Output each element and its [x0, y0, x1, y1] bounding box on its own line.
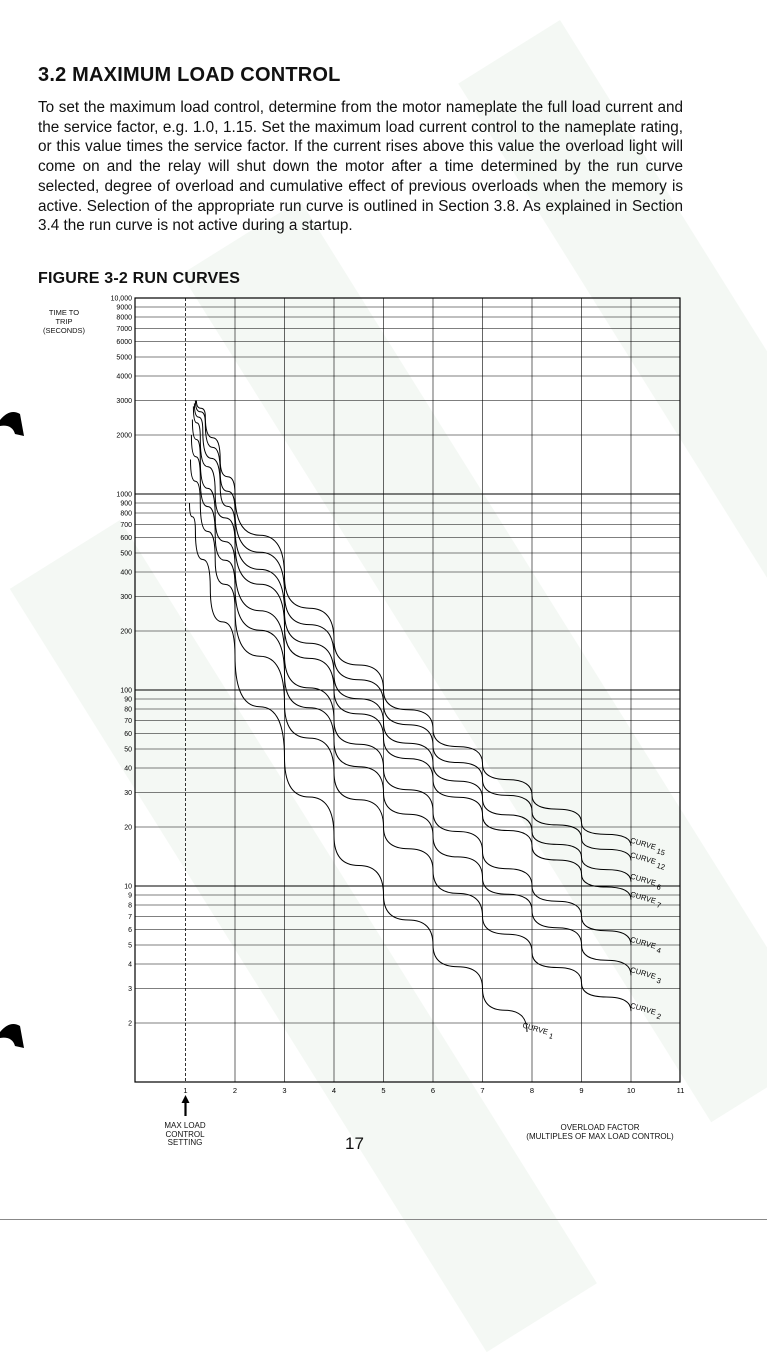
y-tick-label: 10 — [124, 883, 132, 891]
y-tick-label: 40 — [124, 765, 132, 773]
y-tick-label: 6 — [128, 926, 132, 934]
x-tick-label: 2 — [232, 1086, 238, 1095]
y-tick-label: 100 — [120, 687, 132, 695]
curve-label-number: 4 — [655, 945, 663, 956]
y-tick-label: 30 — [124, 789, 132, 797]
max-load-arrow-caption — [145, 1122, 225, 1148]
curve-label-text: CURVE — [629, 1000, 657, 1017]
arrow-caption-line: CONTROL — [165, 1129, 205, 1139]
run-curve-1 — [190, 503, 528, 1032]
y-tick-label: 5 — [128, 942, 132, 950]
curve-label — [629, 890, 663, 910]
x-tick-label: 7 — [480, 1086, 485, 1095]
x-tick-label: 10 — [626, 1086, 636, 1095]
bottom-rule — [0, 1219, 767, 1220]
run-curve-15 — [196, 401, 631, 847]
arrow-caption-line: SETTING — [167, 1138, 203, 1147]
y-tick-label: 80 — [124, 706, 132, 714]
curve-label-number: 2 — [655, 1011, 663, 1022]
curve-label-text: CURVE — [629, 850, 657, 867]
curve-label-number: 15 — [655, 846, 667, 858]
x-axis-label-line: OVERLOAD FACTOR — [560, 1123, 640, 1132]
curve-label-number: 12 — [655, 860, 667, 872]
y-tick-label: 9 — [128, 892, 132, 900]
curve-label — [629, 872, 663, 892]
run-curve-4 — [192, 420, 631, 946]
binder-punch-mark — [0, 1020, 30, 1050]
x-tick-label: 8 — [529, 1086, 535, 1095]
y-tick-label: 8 — [128, 902, 132, 910]
page-number: 17 — [345, 1134, 364, 1153]
curve-label-text: CURVE — [629, 835, 657, 852]
y-tick-label: 70 — [124, 717, 132, 725]
y-tick-label: 2 — [128, 1020, 132, 1028]
curve-label-text: CURVE — [629, 934, 657, 951]
y-axis-label-line: TIME TO — [48, 308, 80, 317]
section-paragraph: To set the maximum load control, determine from the motor nameplate the full load current and the service factor, e.g. 1.0, 1.15. Set the maximum load current control to the nameplate rating, or this value times the service factor. If the current rises above this value the overload light will come on and the relay will shut down the motor after a time determined by the run curve selected, degree of overload and cumulative effect of previous overloads when the memory is active. Selection of the appropriate run curve is outlined in Section 3.8. As explained in Section 3.4 the run curve is not active during a startup. — [38, 99, 683, 235]
curve-label — [629, 1001, 663, 1021]
curve-label-number: 3 — [655, 975, 663, 986]
y-tick-label: 400 — [120, 569, 132, 577]
section-heading: 3.2 MAXIMUM LOAD CONTROL — [38, 64, 341, 86]
y-tick-label: 4 — [128, 961, 132, 969]
curve-label-text: CURVE — [521, 1020, 550, 1037]
x-tick-label: 11 — [676, 1086, 685, 1095]
x-tick-label: 1 — [183, 1086, 188, 1095]
y-tick-label: 4000 — [116, 373, 132, 381]
binder-punch-mark — [0, 408, 30, 438]
y-tick-label: 500 — [120, 550, 132, 558]
y-axis-label-line: TRIP — [55, 317, 73, 326]
y-tick-label: 7 — [128, 913, 132, 921]
y-tick-label: 700 — [120, 521, 132, 529]
arrow-caption-line: MAX LOAD — [164, 1121, 206, 1130]
curve-label-text: CURVE — [629, 965, 657, 982]
figure-title: FIGURE 3-2 RUN CURVES — [38, 270, 241, 287]
y-tick-label: 600 — [120, 534, 132, 542]
curve-label-number: 6 — [655, 882, 663, 893]
x-axis-label — [480, 1124, 720, 1141]
x-tick-label: 6 — [430, 1086, 436, 1095]
y-tick-label: 7000 — [116, 325, 132, 333]
y-tick-label: 60 — [124, 730, 132, 738]
y-tick-label: 50 — [124, 746, 132, 754]
x-tick-label: 3 — [282, 1086, 287, 1095]
curve-label-number: 7 — [655, 900, 663, 911]
y-tick-label: 1000 — [116, 491, 132, 499]
y-tick-label: 3000 — [116, 397, 132, 405]
x-tick-label: 9 — [579, 1086, 584, 1095]
y-tick-label: 10,000 — [110, 295, 132, 303]
y-tick-label: 3 — [128, 985, 132, 993]
curve-label-number: 1 — [547, 1031, 555, 1042]
y-tick-label: 800 — [120, 510, 132, 518]
x-tick-label: 5 — [381, 1086, 386, 1095]
y-tick-label: 90 — [124, 696, 132, 704]
y-tick-label: 9000 — [116, 304, 132, 312]
curve-label — [521, 1021, 555, 1041]
curve-label-text: CURVE — [629, 871, 657, 888]
y-tick-label: 8000 — [116, 314, 132, 322]
y-tick-label: 20 — [124, 824, 132, 832]
x-tick-label: 4 — [331, 1086, 337, 1095]
y-tick-label: 900 — [120, 500, 132, 508]
run-curve-3 — [191, 435, 631, 975]
curve-label-text: CURVE — [629, 889, 657, 906]
max-load-arrow-head — [182, 1095, 190, 1103]
y-tick-label: 2000 — [116, 432, 132, 440]
y-axis-label-line: (SECONDS) — [42, 326, 86, 335]
y-tick-label: 300 — [120, 593, 132, 601]
y-tick-label: 6000 — [116, 338, 132, 346]
y-tick-label: 200 — [120, 628, 132, 636]
x-axis-label-line: (MULTIPLES OF MAX LOAD CONTROL) — [526, 1131, 674, 1141]
curve-label — [629, 965, 663, 985]
y-tick-label: 5000 — [116, 354, 132, 362]
